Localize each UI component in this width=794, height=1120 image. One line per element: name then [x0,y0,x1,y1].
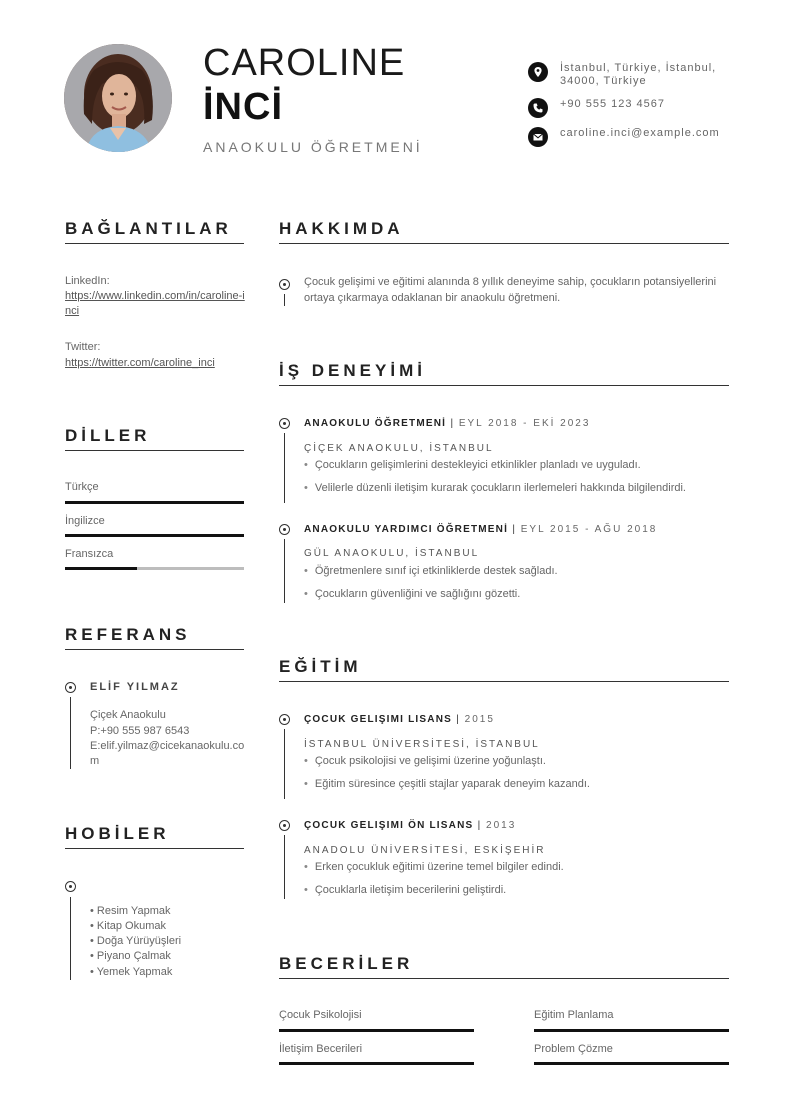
skill-name: Problem Çözme [534,1043,613,1055]
experience-place: GÜL ANAOKULU, İSTANBUL [304,548,480,559]
skill-bar [279,1029,474,1032]
hobby-item: • Kitap Okumak [90,920,166,932]
skill-bar [534,1029,729,1032]
connections-rule [65,243,244,244]
reference-name: ELİF YILMAZ [90,681,180,693]
profile-photo [64,44,172,152]
timeline-line [284,835,285,899]
hobby-item: • Yemek Yapmak [90,966,173,978]
timeline-line [284,294,285,306]
language-level-bar [65,534,244,537]
separator: | [456,714,461,725]
timeline-dot-icon [279,279,290,290]
timeline-line [70,697,71,769]
language-level-fill [65,501,244,504]
reference-email: E:elif.yilmaz@cicekanaokulu.com [90,740,245,767]
separator: | [450,418,455,429]
education-school: ANADOLU ÜNİVERSİTESİ, ESKİŞEHİR [304,845,546,856]
phone-text[interactable]: +90 555 123 4567 [560,98,666,110]
hobby-item: • Doğa Yürüyüşleri [90,935,182,947]
contact-phone [528,98,748,118]
education-degree: ÇOCUK GELIŞIMI LISANS [304,714,452,725]
twitter-link[interactable]: https://twitter.com/caroline_inci [65,357,215,369]
separator: | [512,524,517,535]
education-title: EĞİTİM [279,657,362,676]
experience-date: EYL 2015 - AĞU 2018 [520,524,658,535]
experience-place: ÇİÇEK ANAOKULU, İSTANBUL [304,443,494,454]
linkedin-label: LinkedIn: [65,275,110,287]
education-degree: ÇOCUK GELIŞIMI ÖN LISANS [304,820,474,831]
language-level-fill [65,534,244,537]
skill-bar [279,1062,474,1065]
skill-name: Eğitim Planlama [534,1009,614,1021]
experience-title: İŞ DENEYİMİ [279,361,426,380]
location-pin-icon [528,62,548,82]
hobbies-title: HOBİLER [65,824,170,843]
education-heading [304,820,516,831]
separator: | [477,820,482,831]
phone-icon [528,98,548,118]
languages-rule [65,450,244,451]
about-text: Çocuk gelişimi ve eğitimi alanında 8 yıllık deneyime sahip, çocukların potansiyellerini ortaya çıkarmaya odaklanan bir anaokulu öğretmeni. [304,276,717,304]
language-level-bar [65,501,244,504]
timeline-dot-icon [279,524,290,535]
language-level-bar [65,567,244,570]
timeline-dot-icon [279,820,290,831]
contact-email [528,127,748,147]
email-text[interactable]: caroline.inci@example.com [560,127,720,139]
skill-bar [534,1062,729,1065]
contact-address [528,62,748,88]
skills-rule [279,978,729,979]
education-bullet: • Çocuklarla iletişim becerilerini geliştirdi. [304,884,506,896]
education-date: 2013 [486,820,517,831]
job-title: ANAOKULU ÖĞRETMENİ [203,139,423,155]
education-heading [304,714,495,725]
experience-bullet: • Öğretmenlere sınıf içi etkinliklerde destek sağladı. [304,565,558,577]
address-text: İstanbul, Türkiye, İstanbul, 34000, Türkiye [560,62,717,87]
language-name: İngilizce [65,515,105,527]
timeline-dot-icon [279,418,290,429]
hobbies-rule [65,848,244,849]
connections-title: BAĞLANTILAR [65,219,232,238]
education-rule [279,681,729,682]
language-name: Fransızca [65,548,114,560]
timeline-dot-icon [65,881,76,892]
reference-phone: P:+90 555 987 6543 [90,725,190,737]
education-bullet: • Çocuk psikolojisi ve gelişimi üzerine yoğunlaştı. [304,755,546,767]
experience-rule [279,385,729,386]
language-name: Türkçe [65,481,99,493]
about-rule [279,243,729,244]
experience-role: ANAOKULU ÖĞRETMENİ [304,418,447,429]
references-rule [65,649,244,650]
experience-bullet: • Çocukların gelişimlerini destekleyici etkinlikler planladı ve uyguladı. [304,459,641,471]
experience-bullet: • Çocukların güvenliğini ve sağlığını gözetti. [304,588,520,600]
education-school: İSTANBUL ÜNİVERSİTESİ, İSTANBUL [304,739,540,750]
experience-bullet: • Velilerle düzenli iletişim kurarak çocukların ilerlemeleri hakkında bilgilendirdi. [304,482,686,494]
education-bullet: • Erken çocukluk eğitimi üzerine temel bilgiler edindi. [304,861,564,873]
hobby-item: • Piyano Çalmak [90,950,171,962]
twitter-label: Twitter: [65,341,101,353]
hobby-item: • Resim Yapmak [90,905,171,917]
about-title: HAKKIMDA [279,219,404,238]
languages-title: DİLLER [65,426,151,445]
first-name: CAROLINE [203,42,406,84]
timeline-line [284,729,285,799]
timeline-dot-icon [279,714,290,725]
education-date: 2015 [464,714,495,725]
timeline-line [70,897,71,980]
education-bullet: • Eğitim süresince çeşitli stajlar yaparak deneyim kazandı. [304,778,590,790]
experience-date: EYL 2018 - EKİ 2023 [458,418,591,429]
timeline-line [284,433,285,503]
linkedin-link[interactable]: https://www.linkedin.com/in/caroline-inci [65,290,245,317]
skill-name: Çocuk Psikolojisi [279,1009,362,1021]
last-name: İNCİ [203,86,283,128]
reference-company: Çiçek Anaokulu [90,709,166,721]
language-level-fill [65,567,137,570]
experience-heading [304,524,657,535]
experience-role: ANAOKULU YARDIMCI ÖĞRETMENİ [304,524,509,535]
timeline-dot-icon [65,682,76,693]
timeline-line [284,539,285,603]
portrait-image [64,44,172,152]
skill-name: İletişim Becerileri [279,1043,363,1055]
skills-title: BECERİLER [279,954,414,973]
email-icon [528,127,548,147]
experience-heading [304,418,590,429]
references-title: REFERANS [65,625,191,644]
